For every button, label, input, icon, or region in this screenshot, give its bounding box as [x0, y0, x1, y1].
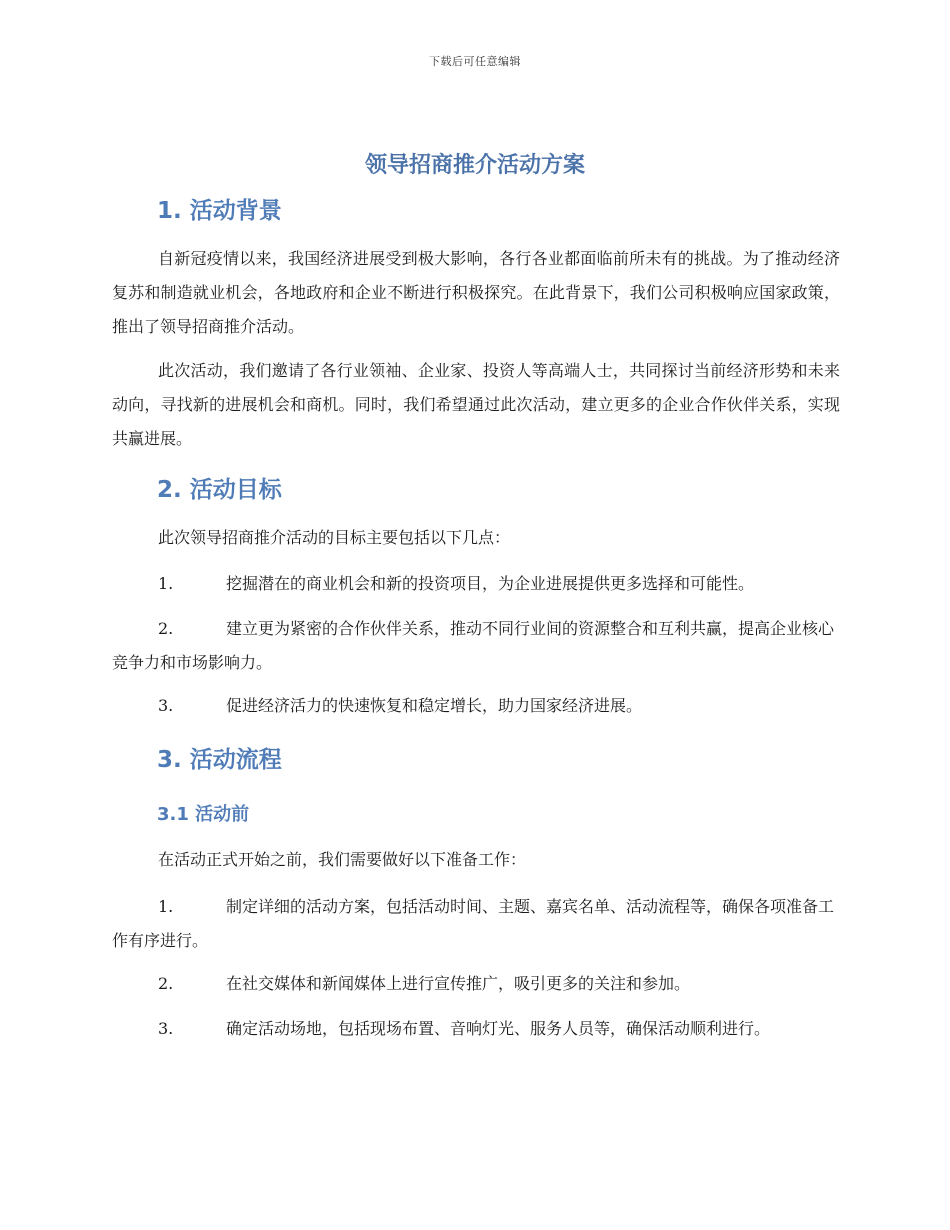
list-text: 制定详细的活动方案，包括活动时间、主题、嘉宾名单、活动流程等，确保各项准备工作有序进行。 — [112, 897, 835, 950]
section-heading-process: 3. 活动流程 — [157, 747, 282, 773]
paragraph: 在活动正式开始之前，我们需要做好以下准备工作： — [158, 850, 527, 869]
paragraph: 此次领导招商推介活动的目标主要包括以下几点： — [158, 528, 511, 547]
list-text: 促进经济活力的快速恢复和稳定增长，助力国家经济进展。 — [226, 696, 643, 715]
list-number: 2. — [158, 619, 174, 638]
list-item — [112, 967, 840, 1001]
list-item — [112, 890, 840, 958]
list-number: 3. — [158, 1019, 174, 1038]
header-note: 下载后可任意编辑 — [429, 55, 521, 68]
section-heading-goals: 2. 活动目标 — [157, 477, 282, 503]
list-item — [112, 612, 840, 680]
list-number: 1. — [158, 574, 174, 593]
subsection-heading-before: 3.1 活动前 — [157, 804, 250, 825]
list-number: 2. — [158, 974, 174, 993]
paragraph: 自新冠疫情以来，我国经济进展受到极大影响，各行各业都面临前所未有的挑战。为了推动经济复苏和制造就业机会，各地政府和企业不断进行积极探究。在此背景下，我们公司积极响应国家政策，推出了领导招商推介活动。 — [112, 249, 840, 336]
list-text: 挖掘潜在的商业机会和新的投资项目，为企业进展提供更多选择和可能性。 — [226, 574, 755, 593]
list-item — [112, 1012, 840, 1046]
list-text: 建立更为紧密的合作伙伴关系，推动不同行业间的资源整合和互利共赢，提高企业核心竞争力和市场影响力。 — [112, 619, 835, 672]
section-heading-background: 1. 活动背景 — [157, 198, 282, 224]
list-text: 确定活动场地，包括现场布置、音响灯光、服务人员等，确保活动顺利进行。 — [226, 1019, 771, 1038]
list-number: 3. — [158, 696, 174, 715]
list-text: 在社交媒体和新闻媒体上进行宣传推广，吸引更多的关注和参加。 — [226, 974, 691, 993]
list-number: 1. — [158, 897, 174, 916]
paragraph: 此次活动，我们邀请了各行业领袖、企业家、投资人等高端人士，共同探讨当前经济形势和未来动向，寻找新的进展机会和商机。同时，我们希望通过此次活动，建立更多的企业合作伙伴关系，实现共赢进展。 — [112, 361, 840, 448]
list-item — [112, 689, 840, 723]
document-title: 领导招商推介活动方案 — [364, 153, 585, 178]
list-item — [112, 567, 840, 601]
